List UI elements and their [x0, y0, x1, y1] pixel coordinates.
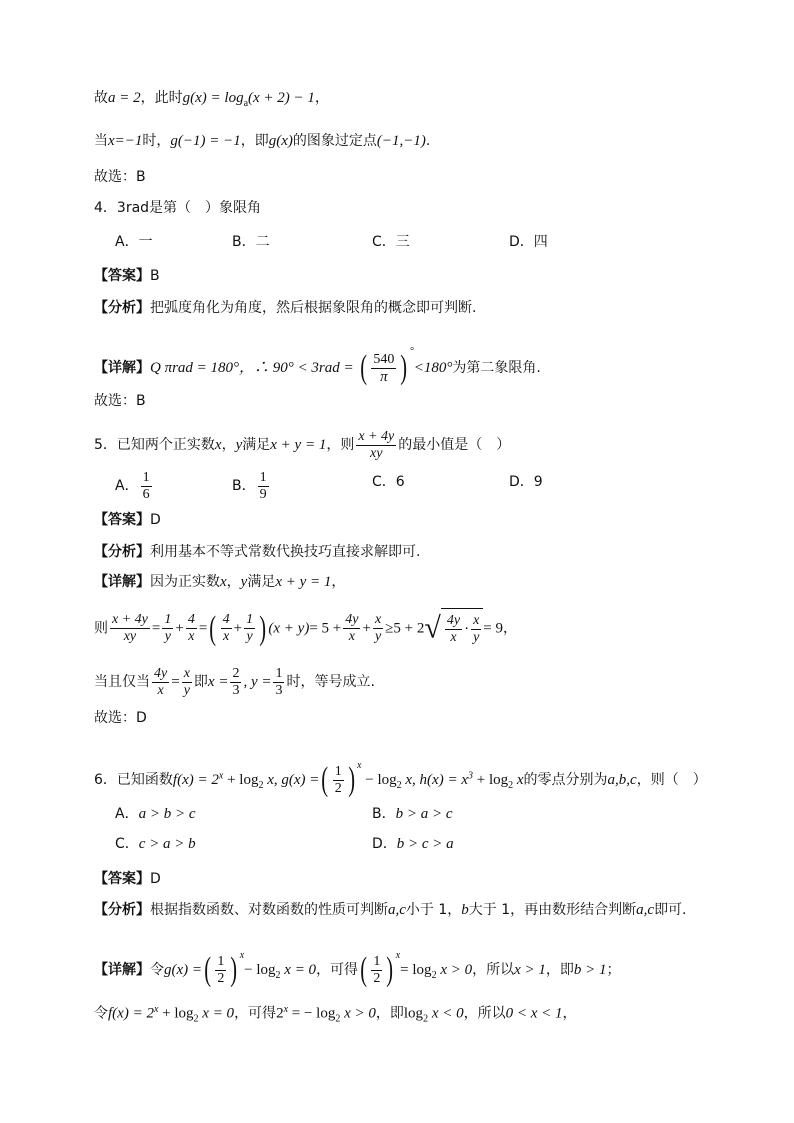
q4-answer [94, 266, 160, 286]
q5-analysis [94, 542, 420, 562]
text: 小于 1， [405, 902, 462, 918]
text: ，则（ ） [636, 772, 707, 788]
text: 即可. [654, 902, 687, 918]
q4-stem: 4．3rad是第（ ）象限角 [94, 200, 262, 216]
answer-tag: 【答案】 [94, 871, 150, 887]
left-paren: ( [209, 609, 217, 647]
text: 时，等号成立. [286, 674, 375, 690]
text: ，所以 [463, 1005, 506, 1022]
denominator: π [380, 368, 388, 385]
math: g(−1) = −1 [170, 133, 241, 149]
math: · [464, 621, 470, 637]
option-label: B． [372, 806, 396, 822]
denominator: 9 [259, 486, 267, 502]
math-sub: 2 [335, 1013, 341, 1025]
numerator: 1 [164, 612, 172, 627]
math: + log [158, 1005, 194, 1022]
denominator: 3 [232, 682, 240, 698]
q4-option-c: C．三 [372, 234, 410, 250]
degree-mark: ° [409, 346, 414, 357]
math: x + y = 1 [270, 437, 327, 453]
math: (x + 2) − 1 [248, 90, 315, 106]
fraction [445, 613, 462, 646]
text: ，即 [545, 962, 574, 978]
text: ， [221, 437, 236, 453]
prev-choose: 故选：B [94, 169, 146, 185]
math-sup: x [153, 1004, 159, 1015]
math: = 9 [483, 620, 503, 637]
q5-option-c: C．6 [372, 474, 405, 490]
q4-option-d: D．四 [509, 234, 548, 250]
fraction [371, 352, 396, 385]
text: ，则 [326, 437, 355, 453]
q4-analysis [94, 298, 476, 318]
text: ， [503, 620, 517, 637]
math: a = 2 [108, 90, 141, 106]
math: 2 [276, 1005, 284, 1022]
q5-choose: 故选：D [94, 710, 147, 726]
text: 根据指数函数、对数函数的性质可判断 [150, 902, 388, 918]
math: + [233, 620, 243, 637]
text: 5．已知两个正实数 [94, 437, 215, 453]
q6-option-d [372, 834, 454, 854]
q5-equality-condition [94, 662, 375, 702]
denominator: y [246, 629, 253, 644]
q4-option-b: B．二 [232, 234, 270, 250]
math-sub: 2 [275, 969, 281, 981]
math: b > c > a [396, 836, 454, 852]
text: 即 [193, 674, 208, 690]
math-sup: x [395, 950, 401, 961]
math: − log [361, 772, 397, 788]
denominator: x [348, 629, 355, 644]
denominator: x [450, 629, 457, 645]
math: g(x) = log [182, 90, 244, 106]
fraction [162, 612, 173, 645]
text: ，所以 [472, 962, 515, 978]
option-label: C． [115, 836, 139, 852]
numerator: 2 [232, 665, 240, 681]
sqrt-body [441, 608, 483, 649]
q5-option-b [232, 468, 271, 504]
text: 故 [94, 90, 108, 106]
numerator: x [473, 612, 480, 628]
numerator: x [374, 612, 382, 627]
numerator: 1 [275, 665, 283, 681]
math: = [198, 620, 208, 637]
numerator: 4y [446, 612, 461, 628]
text: ，可得 [316, 962, 359, 978]
numerator: x [183, 665, 190, 681]
q6-option-c [115, 834, 196, 854]
q6-option-a [115, 804, 195, 824]
text: 令 [150, 962, 164, 978]
text: ，此时 [140, 90, 183, 106]
math: x < 0 [428, 1005, 464, 1022]
math: x = 0 [198, 1005, 235, 1022]
math: a > b > c [138, 806, 196, 822]
fraction [258, 470, 269, 503]
q4-detail [94, 332, 541, 388]
math-sub: 2 [423, 1013, 429, 1025]
denominator: xy [123, 629, 137, 644]
math: a,b,c [607, 772, 637, 788]
math: (x + y) [268, 620, 310, 637]
denominator: y [374, 629, 382, 644]
text: 则 [94, 620, 108, 637]
q5-derivation [94, 608, 517, 649]
fraction [152, 666, 169, 699]
denominator: y [183, 682, 190, 698]
option-label: A． [115, 806, 139, 822]
answer-tag: 【答案】 [94, 268, 150, 284]
left-paren: ( [360, 349, 368, 386]
fraction [186, 612, 197, 645]
numerator: 1 [259, 469, 267, 485]
fraction [373, 612, 383, 645]
numerator: 1 [246, 612, 254, 627]
text: 时， [142, 133, 171, 149]
detail-tag: 【详解】 [94, 962, 150, 978]
math: <180° [413, 360, 453, 376]
math: x [220, 574, 227, 590]
fraction [471, 613, 481, 646]
q5-detail [94, 572, 345, 592]
analysis-tag: 【分析】 [94, 902, 150, 918]
math: y [235, 437, 243, 453]
q5-stem [94, 426, 510, 464]
math: a,c [636, 902, 655, 918]
numerator: x + 4y [358, 428, 395, 444]
math: x [513, 772, 524, 788]
text: 的图象过定点 [292, 133, 377, 149]
text: ，可得 [234, 1005, 277, 1022]
text: 当且仅当 [94, 674, 150, 690]
answer-value: B [150, 268, 160, 284]
denominator: xy [370, 445, 383, 461]
math: ≥5 + 2 [385, 620, 425, 637]
right-paren: ) [347, 761, 355, 798]
denominator: 2 [373, 970, 381, 986]
denominator: 2 [334, 780, 342, 796]
fraction [343, 612, 360, 645]
math: log [403, 1005, 424, 1022]
numerator: 1 [142, 469, 150, 485]
right-paren: ) [386, 951, 394, 988]
text: 因为正实数 [150, 574, 220, 590]
q6-detail-1 [94, 936, 621, 996]
right-paren: ) [230, 951, 238, 988]
answer-value: D [150, 512, 161, 528]
math: − log [244, 962, 276, 978]
math: 0 < x < 1 [505, 1005, 563, 1022]
math-sup: x [239, 950, 245, 961]
text: 令 [94, 1005, 108, 1022]
math: + [362, 620, 371, 637]
detail-tag: 【详解】 [94, 574, 150, 590]
text: 的最小值是（ ） [398, 437, 511, 453]
text: ，即 [375, 1005, 404, 1022]
math: Q πrad = 180°，∴ 90° < 3rad = [150, 360, 354, 376]
numerator: 1 [373, 953, 381, 969]
text: 6．已知函数 [94, 772, 173, 788]
math: f(x) = 2 [108, 1005, 154, 1022]
math: + log [223, 772, 259, 788]
math: b > a > c [395, 806, 453, 822]
fraction [141, 470, 152, 503]
fraction [356, 429, 396, 462]
math: x + y = 1 [275, 574, 332, 590]
text: . [425, 133, 431, 149]
text: ，即 [240, 133, 269, 149]
prev-line-2 [94, 131, 430, 151]
math: = 5 + [309, 620, 342, 637]
q5-option-a [115, 468, 154, 504]
denominator: x [188, 629, 195, 644]
q6-stem [94, 746, 707, 806]
numerator: 4 [222, 612, 230, 627]
numerator: x + 4y [112, 612, 148, 627]
denominator: y [164, 629, 171, 644]
q5-option-d: D．9 [509, 474, 543, 490]
option-label: D． [372, 836, 397, 852]
math: + [175, 620, 184, 637]
math-sup: x [283, 1004, 289, 1015]
option-label: A． [115, 478, 139, 494]
math: x=−1 [108, 133, 143, 149]
left-paren: ( [321, 761, 329, 798]
q6-analysis [94, 900, 687, 920]
q4-choose: 故选：B [94, 393, 146, 409]
math-sub: 2 [396, 779, 402, 791]
option-label: B． [232, 478, 256, 494]
math: y [240, 574, 248, 590]
fraction [244, 612, 255, 645]
denominator: 2 [217, 970, 225, 986]
q6-answer [94, 869, 161, 889]
fraction [182, 666, 192, 699]
text: ， [331, 574, 346, 590]
denominator: x [223, 629, 230, 644]
fraction [230, 666, 241, 699]
math: x > 1 [514, 962, 546, 978]
q6-detail-2 [94, 1000, 577, 1029]
fraction [333, 764, 344, 797]
math: = [151, 620, 161, 637]
fraction [110, 612, 150, 645]
numerator: 4 [187, 612, 195, 627]
math: b > 1 [573, 962, 607, 978]
numerator: 4y [154, 665, 168, 681]
text: ， [314, 90, 329, 106]
math: (−1,−1) [376, 133, 426, 149]
math-sub: 2 [431, 969, 437, 981]
math: x > 0 [340, 1005, 376, 1022]
math: g(x) [268, 133, 293, 149]
text: 满足 [242, 437, 271, 453]
fraction [221, 612, 232, 645]
prev-line-1 [94, 88, 329, 114]
analysis-tag: 【分析】 [94, 300, 150, 316]
text: ， [562, 1005, 577, 1022]
math-sub: 2 [508, 779, 514, 791]
numerator: 1 [217, 953, 225, 969]
fraction [273, 666, 284, 699]
math: b [461, 902, 469, 918]
math: x > 0 [436, 962, 473, 978]
denominator: 3 [275, 682, 283, 698]
denominator: y [473, 629, 480, 645]
fraction [371, 954, 382, 987]
math: c > a > b [138, 836, 196, 852]
math-sub: a [243, 97, 249, 109]
left-paren: ( [204, 951, 212, 988]
numerator: 540 [373, 351, 395, 367]
sqrt-icon: √ [424, 611, 441, 645]
math: , y = [243, 674, 272, 690]
fraction [215, 954, 226, 987]
q4-option-a: A．一 [115, 234, 153, 250]
analysis-text: 利用基本不等式常数代换技巧直接求解即可. [150, 544, 421, 560]
denominator: 6 [142, 486, 150, 502]
math-sup: x [357, 760, 362, 771]
numerator: 1 [334, 763, 342, 779]
math: x = 0 [280, 962, 317, 978]
left-paren: ( [360, 951, 368, 988]
text: 大于 1，再由数形结合判断 [468, 902, 637, 918]
math: = log [400, 962, 432, 978]
numerator: 4y [345, 612, 359, 627]
analysis-tag: 【分析】 [94, 544, 150, 560]
text: 为第二象限角. [452, 360, 541, 376]
math: x [214, 437, 222, 453]
math: + log [472, 772, 509, 788]
math: x, g(x) = [263, 772, 320, 788]
answer-tag: 【答案】 [94, 512, 150, 528]
math-sub: 2 [258, 779, 264, 791]
math: = − log [288, 1005, 336, 1022]
q6-option-b [372, 804, 453, 824]
analysis-text: 把弧度角化为角度，然后根据象限角的概念即可判断. [150, 300, 477, 316]
text: 的零点分别为 [523, 772, 608, 788]
text: 当 [94, 133, 108, 149]
math: a,c [388, 902, 406, 918]
text: 满足 [247, 574, 276, 590]
math-sup: 3 [467, 770, 473, 782]
math-sup: x [218, 770, 224, 782]
text: ， [226, 574, 241, 590]
math-sub: 2 [193, 1013, 199, 1025]
denominator: x [157, 682, 164, 698]
math: g(x) = [164, 962, 203, 978]
detail-tag: 【详解】 [94, 360, 150, 376]
math: x, h(x) = x [401, 772, 468, 788]
text: ； [606, 962, 621, 978]
answer-value: D [150, 871, 161, 887]
right-paren: ) [400, 349, 408, 386]
math: = [171, 674, 180, 690]
q5-answer [94, 510, 161, 530]
math: x = [207, 674, 229, 690]
right-paren: ) [259, 609, 267, 647]
math: f(x) = 2 [172, 772, 219, 788]
